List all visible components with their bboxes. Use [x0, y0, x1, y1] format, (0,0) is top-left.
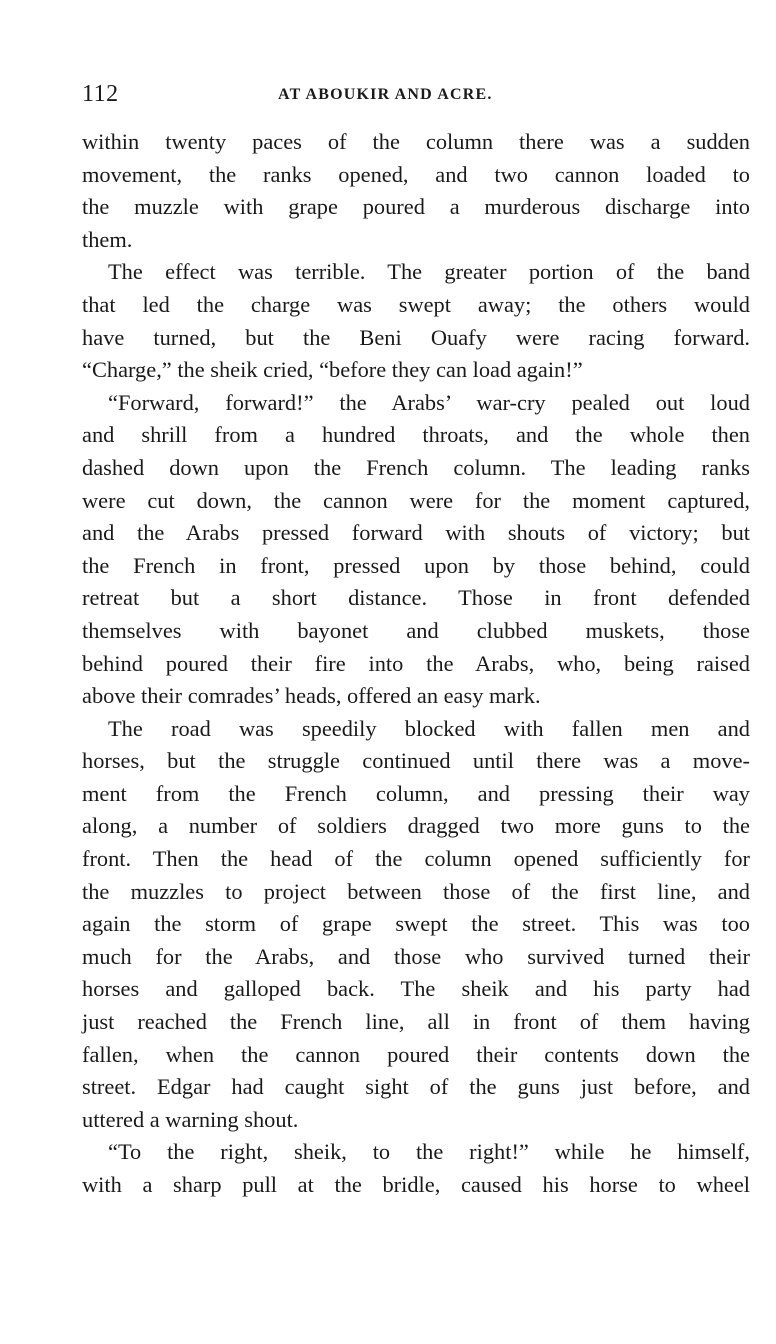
page-number: 112 — [82, 81, 119, 107]
text-line: within twenty paces of the column there was a sudden — [82, 129, 750, 154]
text-line: retreat but a short distance. Those in front defended — [82, 585, 750, 611]
paragraph — [82, 713, 750, 1137]
text-line: just reached the French line, all in front of them having — [82, 1009, 750, 1035]
text-line: along, a number of soldiers dragged two more guns to the — [82, 813, 750, 839]
text-line: uttered a warning shout. — [82, 1106, 299, 1132]
text-line: much for the Arabs, and those who survived turned their — [82, 943, 750, 969]
text-line: “To the right, sheik, to the right!” while he himself, — [108, 1139, 750, 1165]
text-line: The road was speedily blocked with fallen men and — [108, 715, 750, 741]
text-line: “Forward, forward!” the Arabs’ war-cry pealed out loud — [108, 389, 750, 415]
text-line: and shrill from a hundred throats, and the whole then — [82, 422, 750, 448]
paragraph — [82, 126, 750, 256]
text-line: horses, but the struggle continued until there was a move- — [82, 748, 750, 774]
text-line: front. Then the head of the column opened sufficiently for — [82, 846, 750, 872]
running-title: AT ABOUKIR AND ACRE. — [278, 86, 493, 103]
text-line: the muzzles to project between those of the first line, and — [82, 878, 750, 904]
text-line: behind poured their fire into the Arabs, who, being raised — [82, 650, 750, 676]
text-line: have turned, but the Beni Ouafy were racing forward. — [82, 324, 750, 350]
paragraph — [82, 1136, 750, 1201]
text-line: The effect was terrible. The greater portion of the band — [108, 259, 750, 285]
text-line: that led the charge was swept away; the others would — [82, 291, 750, 317]
paragraph — [82, 256, 750, 386]
text-line: movement, the ranks opened, and two cannon loaded to — [82, 161, 750, 187]
text-line: again the storm of grape swept the street. This was too — [82, 911, 750, 937]
text-line: the French in front, pressed upon by those behind, could — [82, 552, 750, 578]
text-line: fallen, when the cannon poured their contents down the — [82, 1041, 750, 1067]
text-line: the muzzle with grape poured a murderous discharge into — [82, 194, 750, 220]
text-line: themselves with bayonet and clubbed muskets, those — [82, 617, 750, 643]
text-line: above their comrades’ heads, offered an easy mark. — [82, 683, 541, 709]
text-line: “Charge,” the sheik cried, “before they can load again!” — [82, 357, 583, 383]
text-line: street. Edgar had caught sight of the guns just before, and — [82, 1074, 750, 1100]
text-line: horses and galloped back. The sheik and his party had — [82, 976, 750, 1002]
text-line: dashed down upon the French column. The leading ranks — [82, 454, 750, 480]
running-header — [82, 80, 750, 108]
text-line: and the Arabs pressed forward with shouts of victory; but — [82, 520, 750, 546]
text-line: them. — [82, 226, 133, 252]
text-line: ment from the French column, and pressing their way — [82, 780, 750, 806]
text-line: with a sharp pull at the bridle, caused his horse to wheel — [82, 1172, 750, 1197]
body-text — [82, 126, 750, 1202]
paragraph — [82, 387, 750, 713]
text-line: were cut down, the cannon were for the moment captured, — [82, 487, 750, 513]
